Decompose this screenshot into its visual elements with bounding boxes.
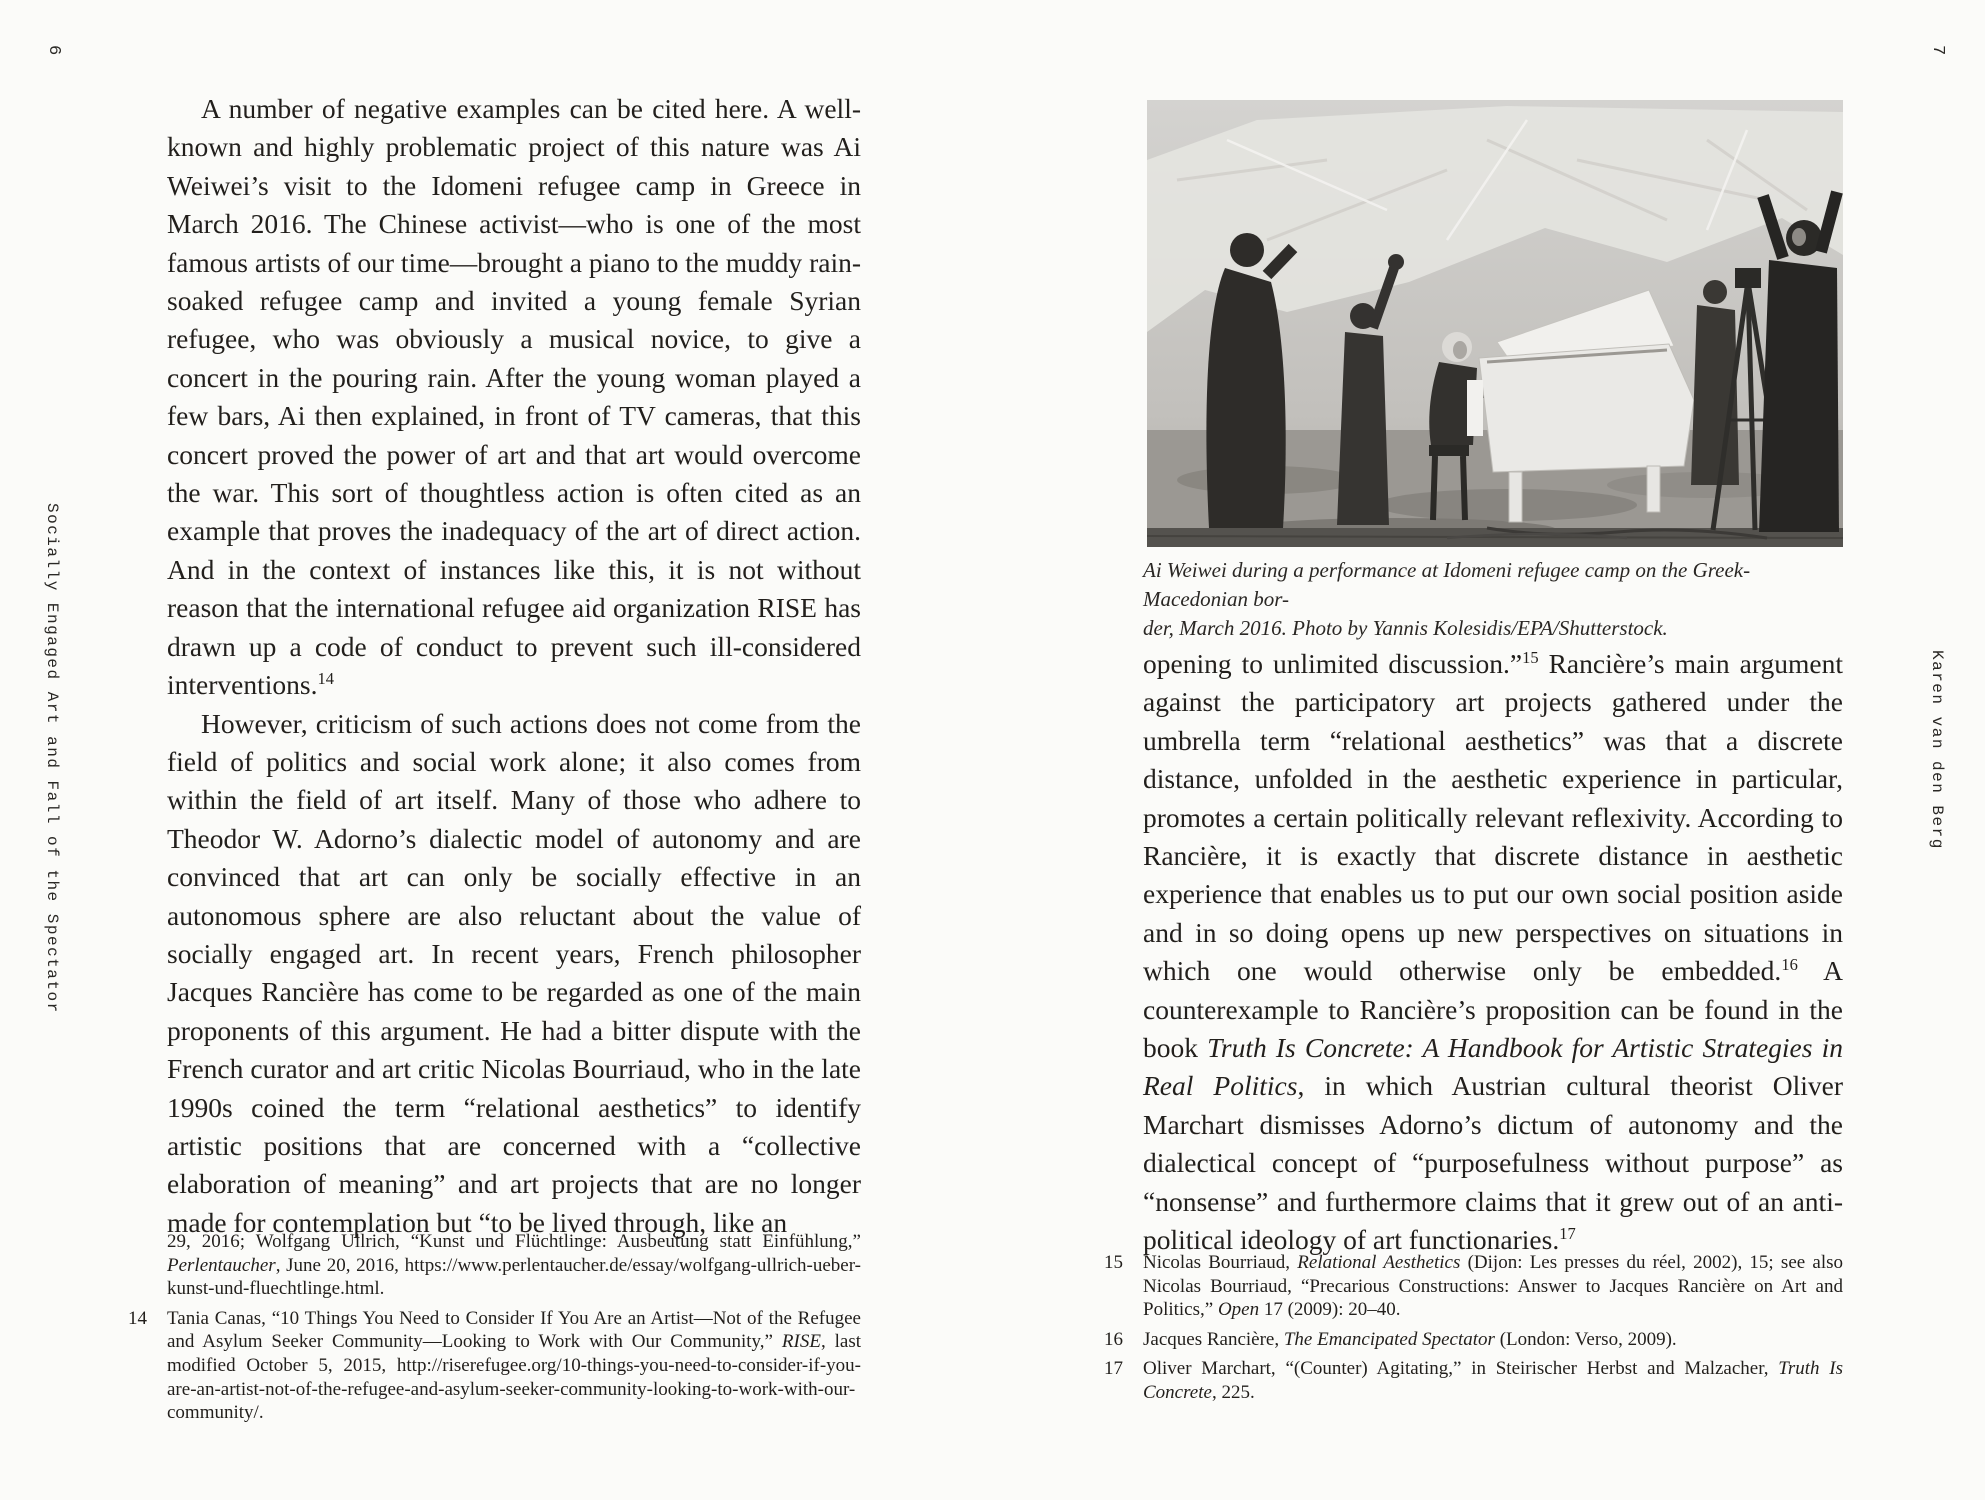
paragraph: A number of negative examples can be cited here. A well-known and highly problematic project of this nature was Ai Weiwei’s visit to the Idomeni refugee camp in Greece in March 2016. The Chinese activist—who is one of the most famous artists of our time—brought a piano to the muddy rain-soaked refugee camp and invited a young female Syrian refugee, who was obviously a musical novice, to give a concert in the pouring rain. After the young woman played a few bars, Ai then explained, in front of TV cameras, that this concert proved the power of art and that art would overcome the war. This sort of thoughtless action is often cited as an example that proves the inadequacy of the art of direct action. And in the context of instances like this, it is not without reason that the international refugee aid organization RISE has drawn up a code of conduct to prevent such ill-considered interventions.$^{14}$ [167,93,861,701]
photo-ai-weiwei-performance [1147,100,1843,547]
paragraph: opening to unlimited discussion.”$^{15}$ Rancière’s main argument against the participatory art projects gathered under the umbrella term “relational aesthetics” was that a discrete distance, unfolded in the aesthetic experience in particular, promotes a certain politically relevant reflexivity. According to Rancière, it is exactly that discrete distance in aesthetic experience that enables us to put our own social position aside and in so doing opens up new perspectives on situations in which one would otherwise only be embedded.$^{16}$ A counterexample to Rancière’s proposition can be found in the book Truth Is Concrete: A Handbook for Artistic Strategies in Real Politics, in which Austrian cultural theorist Oliver Marchart dismisses Adorno’s dictum of autonomy and the dialectical concept of “purposefulness without purpose” as “nonsense” and furthermore claims that it grew out of an anti-political ideology of art functionaries.$^{17}$ [1143,647,1844,1256]
photo-piano-keyboard [1467,380,1483,436]
photo-piano-body [1479,344,1694,472]
footnote-17 [1104,1357,1843,1404]
right-running-title: Karen van den Berg [1928,650,1946,850]
paragraph: However, criticism of such actions does not come from the field of politics and social work alone; it also comes from within the field of art itself. Many of those who adhere to Theodor W. Adorno’s dialectic model of autonomy and are convinced that art can only be socially effective in an autonomous sphere are also reluctant about the value of socially engaged art. In recent years, French philosopher Jacques Rancière has come to be regarded as one of the main proponents of this argument. He had a bitter dispute with the French curator and art critic Nicolas Bourriaud, who in the late 1990s coined the term “relational aesthetics” to identify artistic positions that are concerned with a “collective elaboration of meaning” and art projects that are no longer made for contemplation but “to be lived through, like an [167,707,861,1238]
footnote-text: Nicolas Bourriaud, Relational Aesthetics (Dijon: Les presses du réel, 2002), 15; see also Nicolas Bourriaud, “Precarious Constructions: Answer to Jacques Rancière on Art and Politics,” Open 17 (2009): 20–40. [1143,1252,1844,1321]
footnote-text: 29, 2016; Wolfgang Ullrich, “Kunst und Flüchtlinge: Ausbeutung statt Einfühlung,” Perlentaucher, June 20, 2016, https://www.perlentaucher.de/essay/wolfgang-ullrich-ueber-kunst-und-fluechtlinge.html. [167,1231,861,1300]
footnote-number: 15 [1104,1252,1123,1273]
right-page-number: 7 [1928,45,1947,56]
footnote-number: 17 [1104,1358,1123,1380]
footnote-number: 16 [1104,1328,1123,1350]
photo-left-figure [1206,268,1285,528]
left-running-title: Socially Engaged Art and Fall of the Spectator [43,503,61,1014]
footnote-15 [1104,1251,1844,1322]
photo-left-figure-head [1230,233,1264,267]
photo-camera [1735,268,1761,288]
photo-caption [1143,556,1845,643]
right-footnotes [1104,1251,1844,1411]
photo-fist-figure [1337,332,1389,525]
right-body-text [1143,645,1843,1260]
caption-line-2: der, March 2016. Photo by Yannis Kolesidis/EPA/Shutterstock. [1143,616,1668,640]
footnote-text: Tania Canas, “10 Things You Need to Consider If You Are an Artist—Not of the Refugee and Asylum Seeker Community—Looking to Work with Our Community,” RISE, last modified October 5, 2015, http://riserefugee.org/10-things-you-need-to-consider-if-you-are-an-artist-not-of-the-refugee-and-asylum-seeker-community-looking-to-work-with-our-community/. [167,1307,861,1424]
footnote-number: 14 [128,1307,147,1329]
photo-right-figure [1759,260,1839,532]
footnote-16 [1104,1328,1843,1352]
caption-line-1: Ai Weiwei during a performance at Idomeni refugee camp on the Greek-Macedonian bor- [1143,558,1751,611]
photo-piano-stool [1429,445,1469,456]
footnote-text: Jacques Rancière, The Emancipated Spectator (London: Verso, 2009). [1143,1328,1677,1350]
left-page-number: 6 [44,45,63,56]
footnote-continuation [167,1230,861,1301]
left-footnotes [128,1230,861,1431]
left-body-text [167,90,861,1242]
footnote-14 [128,1307,861,1425]
footnote-text: Oliver Marchart, “(Counter) Agitating,” in Steirischer Herbst and Malzacher, Truth Is Concrete, 225. [1143,1358,1843,1403]
